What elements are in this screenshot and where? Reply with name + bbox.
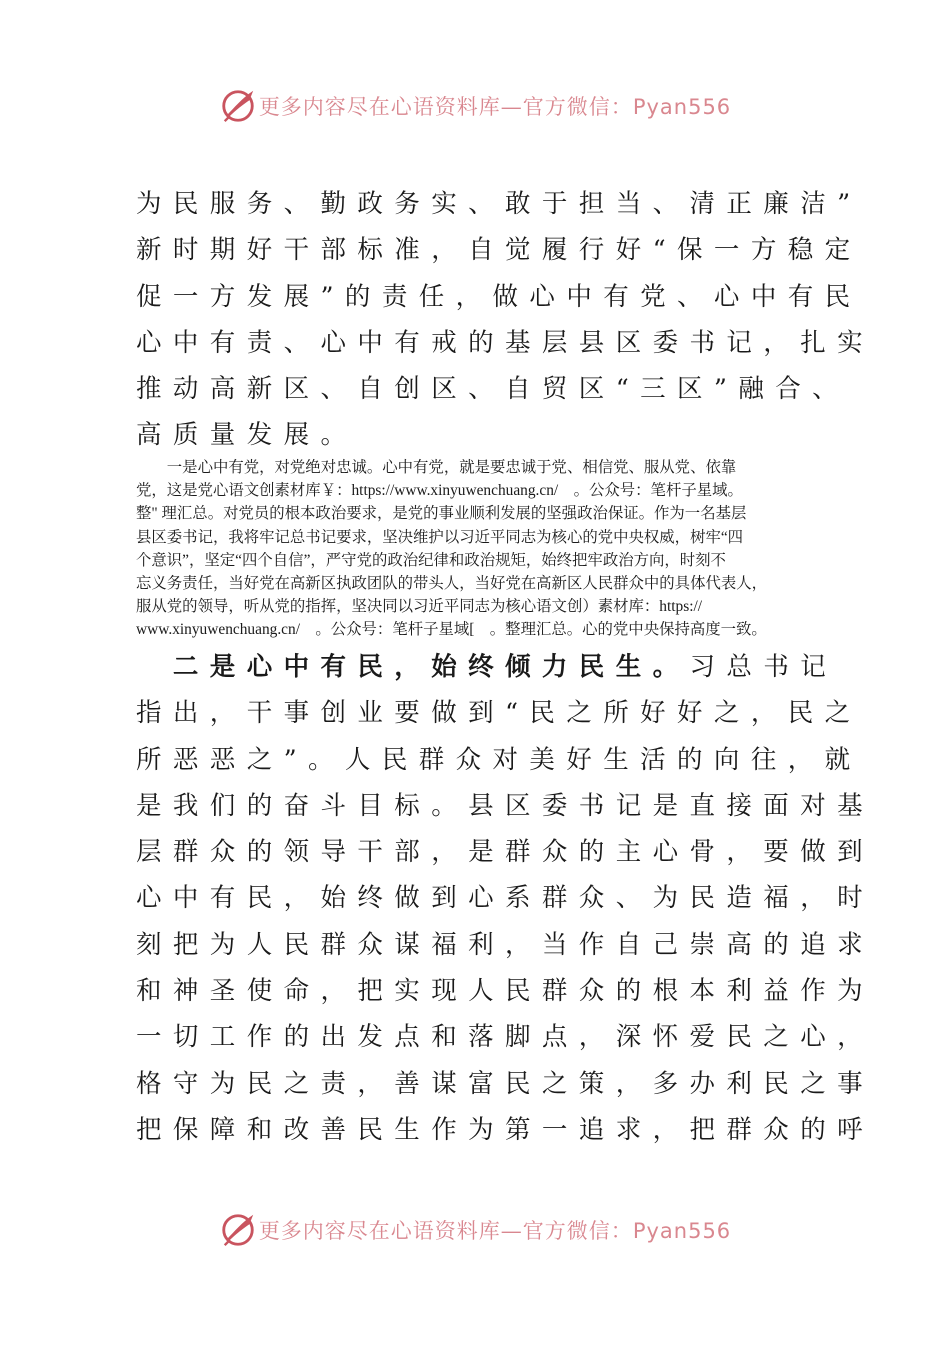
paragraph-heading-line xyxy=(136,644,838,690)
text-line: 层群众的领导干部，是群众的主心骨，要做到 xyxy=(136,837,875,868)
text-line: 推动高新区、自创区、自贸区“三区”融合、 xyxy=(136,374,850,405)
text-line: 整" 理汇总。对党员的根本政治要求，是党的事业顺利发展的坚强政治保证。作为一名基层 xyxy=(136,505,747,523)
header-banner xyxy=(0,86,950,126)
text-line: 心中有责、心中有戒的基层县区委书记，扎实 xyxy=(136,327,875,358)
banner-text: 更多内容尽在心语资料库—官方微信：Pyan556 xyxy=(258,1219,732,1243)
text-line: 党，这是党心语文创素材库￥：https://www.xinyuwenchuang.cn/ 。公众号：笔杆子星域。 xyxy=(136,482,743,500)
text-line: 县区委书记，我将牢记总书记要求，坚决维护以习近平同志为核心的党中央权威，树牢“四 xyxy=(136,528,744,546)
footer-banner xyxy=(0,1210,950,1250)
text-line: 刻把为人民群众谋福利，当作自己崇高的追求 xyxy=(136,929,875,960)
text-line: 个意识”，坚定“四个自信”，严守党的政治纪律和政治规矩，始终把牢政治方向，时刻不 xyxy=(136,551,726,569)
text-line: 一是心中有党，对党绝对忠诚。心中有党，就是要忠诚于党、相信党、服从党、依靠 xyxy=(136,459,737,476)
text-line: 格守为民之责，善谋富民之策，多办利民之事 xyxy=(136,1068,875,1099)
text-line: 为民服务、勤政务实、敢于担当、清正廉洁” xyxy=(136,189,862,219)
pen-logo-icon xyxy=(219,87,257,125)
text-line: www.xinyuwenchuang.cn/ 。公众号：笔杆子星域[ 。整理汇总。心的党中央保持高度一致。 xyxy=(136,621,767,639)
paragraph-1 xyxy=(136,181,875,459)
text-line: 是我们的奋斗目标。县区委书记是直接面对基 xyxy=(136,790,875,821)
paragraph-2 xyxy=(136,644,875,1153)
text-line: 服从党的领导，听从党的指挥，坚决同以习近平同志为核心语文创）素材库：https:// xyxy=(136,598,703,616)
pen-logo-icon xyxy=(219,1211,257,1249)
text-line: 所恶恶之”。人民群众对美好生活的向往，就 xyxy=(136,744,862,775)
paragraph-heading: 二是心中有民，始终倾力民生。 xyxy=(136,652,690,682)
banner-text: 更多内容尽在心语资料库—官方微信：Pyan556 xyxy=(258,95,732,119)
text-line: 心中有民，始终做到心系群众、为民造福，时 xyxy=(136,883,875,914)
text-line: 把保障和改善民生作为第一追求，把群众的呼 xyxy=(136,1114,875,1145)
text-line: 促一方发展”的责任，做心中有党、心中有民 xyxy=(136,281,862,312)
text-line: 指出，干事创业要做到“民之所好好之，民之 xyxy=(136,698,862,729)
text-line: 高质量发展。 xyxy=(136,420,358,451)
text-line: 一切工作的出发点和落脚点，深怀爱民之心， xyxy=(136,1022,875,1053)
text-line: 和神圣使命，把实现人民群众的根本利益作为 xyxy=(136,976,875,1007)
text-line: 忘义务责任，当好党在高新区执政团队的带头人，当好党在高新区人民群众中的具体代表人， xyxy=(136,574,768,592)
heading-tail: 习总书记 xyxy=(689,652,838,682)
text-line: 新时期好干部标准，自觉履行好“保一方稳定 xyxy=(136,235,862,266)
small-paragraph xyxy=(136,456,831,642)
